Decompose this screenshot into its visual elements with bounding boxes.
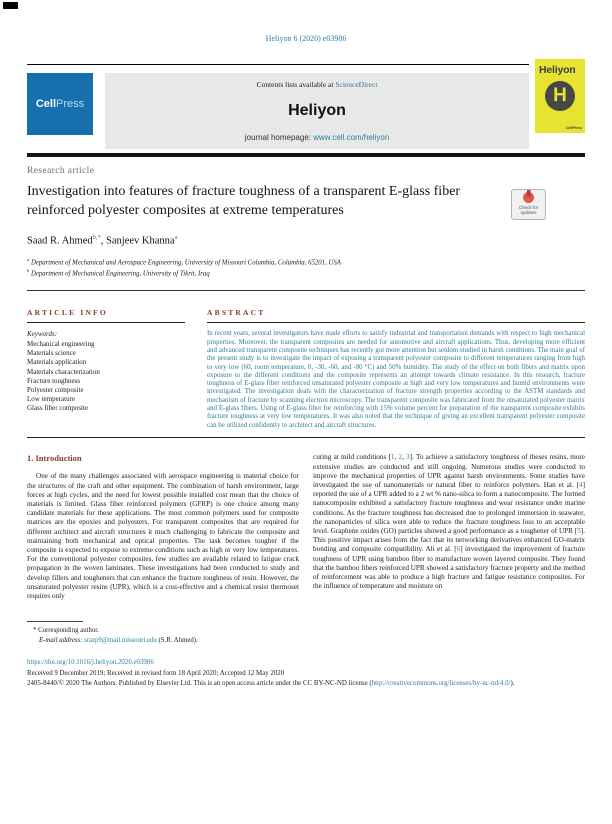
heliyon-logo[interactable] — [535, 59, 585, 133]
article-info-rule — [27, 322, 185, 324]
introduction-heading: 1. Introduction — [27, 453, 82, 464]
footnote-text — [27, 626, 299, 645]
journal-reference: Heliyon 6 (2020) e03986 — [265, 34, 347, 43]
author-1-sup[interactable]: b,* — [92, 233, 101, 241]
banner-main — [27, 64, 529, 149]
keyword: Materials science — [27, 349, 76, 358]
abstract-rule — [207, 322, 585, 324]
banner-divider — [27, 153, 585, 157]
abstract-text: In recent years, several investigators have made efforts to satisfy industrial and transportation demands with respect to high mechanical properties. Moreover, the transparent composites are needed for automotive and aircraft applications. Thus, developing more efficient and advanced transparent composite techniques has recently got more attention but seldom studied in harsh conditions. The main goal of the present study is to investigate the impact of exposing a transparent polyester composite to different temperatures ranging from high to very low (60, room temperature, 0, -30, -60, and -80 °C) and 50% humidity. The study of the effect on both fibers and matrix upon exposure to the different conditions and the composite represents an attempt towards climate resistance. In this research, fracture toughness of E-glass fiber reinforced unsaturated polyester composite at high and very low temperatures and humid environments were investigated. The investigation deals with the characterization of fracture strength properties according to the ASTM standards and mechanism of fracture by scanning electron microscopy. The transparent composite was fabricated from the unsaturated polyester matrix and E-glass fibers. Using of E-glass fiber for reinforcing with 15% volume percent for preparation of the transparent composite exhibits fracture toughness at very low temperatures. It was also noted that the technique of giving an excellent transparent polyester composite can be utilized confidently to architect and aircraft structures. — [207, 330, 585, 429]
author-2-sup[interactable]: a — [174, 233, 178, 241]
keyword: Materials characterization — [27, 367, 100, 376]
citation-link[interactable]: 6 — [456, 545, 461, 554]
heliyon-h-icon — [545, 81, 575, 111]
cellpress-logo-cell: Cell — [35, 98, 57, 110]
heliyon-logo-publisher: CellPress — [566, 126, 582, 130]
article-info-heading: ARTICLE INFO — [27, 307, 108, 317]
license-line — [27, 679, 585, 689]
email-suffix: (S.R. Ahmed). — [156, 636, 198, 644]
article-type-label: Research article — [27, 166, 95, 176]
citation-link[interactable]: 5 — [577, 527, 581, 536]
citation-link[interactable]: 3 — [406, 453, 410, 462]
heliyon-h-letter: H — [553, 85, 567, 106]
sciencedirect-link[interactable]: ScienceDirect — [335, 80, 378, 89]
keyword: Fracture toughness — [27, 376, 81, 385]
doi-link[interactable]: https://doi.org/10.1016/j.heliyon.2020.e03986 — [27, 659, 154, 667]
cellpress-logo-press: Press — [56, 98, 85, 110]
email-line — [27, 636, 299, 646]
citation-link[interactable]: 4 — [579, 480, 583, 489]
intro-paragraph-right: curing at mild conditions [1, 2, 3]. To achieve a satisfactory toughness of theses resins, more extensive studies are conducted and still ongoing. Numerous studies were conducted to improve the mechanical properties of UPR against harsh environments. Some studies have investigated the use of nanomaterials or natural fiber to reinforce polymers. Han et al. [4] reported the use of a UPR added to a 2 wt % nano-silica to form a nanocomposite. The formed nanocomposite exhibited a satisfactory fracture toughness and wear resistance under marine conditions. As the fracture toughness has decreased due to prolonged immersion in seawater, the nanoparticles of silica were able to reduce the fracture toughness loss to an acceptable level. Graphene oxides (GO) particles showed a good performance as a toughener of UPR [5]. This positive impact arises from the fact that its networking derivatives enhanced GO-matrix bonding and composite compatibility. Ali et al. [6] investigated the improvement of fracture toughness of UPR using bamboo fiber to manufacture woven layered composite. They found that the bamboo fibers reinforced UPR showed a satisfactory fracture property and the method of reinforcement was able to produce a high fracture and fatigue resistance composites. For the influence of temperature and moisture on — [313, 453, 586, 591]
received-dates: Received 9 December 2019; Received in revised form 18 April 2020; Accepted 12 May 2020 — [27, 669, 285, 677]
intro-left-column — [27, 453, 299, 645]
affiliations — [27, 257, 585, 280]
abstract-column — [207, 308, 585, 430]
keyword: Mechanical engineering — [27, 339, 95, 348]
journal-banner — [27, 64, 585, 149]
check-for-updates-badge[interactable] — [511, 189, 546, 220]
homepage-link[interactable]: www.cell.com/heliyon — [313, 133, 390, 142]
heliyon-logo-name: Heliyon — [539, 64, 576, 76]
keywords-label: Keywords: — [27, 330, 58, 339]
affiliation-b-sup: b — [27, 268, 30, 274]
author-2: Sanjeev Khanna — [106, 235, 175, 246]
contents-prefix: Contents lists available at — [256, 80, 336, 89]
affiliation-b-text: Department of Mechanical Engineering, University of Tikrit, Iraq — [29, 270, 210, 278]
keyword: Materials application — [27, 358, 87, 367]
journal-title: Heliyon — [288, 102, 346, 119]
license-prefix: 2405-8440/© 2020 The Authors. Published by Elsevier Ltd. This is an open access article under the CC BY-NC-ND license ( — [27, 680, 372, 688]
contents-line — [105, 80, 529, 89]
license-suffix: ). — [510, 680, 515, 688]
abstract-bottom-divider — [27, 437, 585, 439]
article-title: Investigation into features of fracture toughness of a transparent E-glass fiber reinforced polyester composites at extreme temperatures — [27, 184, 461, 218]
banner-center — [105, 73, 529, 149]
homepage-line — [105, 133, 529, 142]
intro-right-column — [313, 453, 585, 645]
check-updates-label: Check for updates — [518, 205, 539, 216]
author-line — [27, 234, 585, 247]
title-row — [27, 183, 585, 221]
keyword: Glass fiber composite — [27, 404, 89, 413]
email-label: E-mail address: — [39, 636, 85, 644]
scan-artifact — [3, 2, 18, 9]
introduction-section — [27, 453, 585, 645]
page-footer — [27, 658, 585, 689]
homepage-prefix: journal homepage: — [244, 133, 314, 142]
affiliation-a-sup: a — [27, 257, 30, 262]
footnote-block — [27, 621, 299, 645]
license-link[interactable]: http://creativecommons.org/licenses/by-nc-nd/4.0/ — [371, 680, 511, 688]
author-separator: , — [100, 235, 106, 246]
keyword: Low temperature — [27, 395, 76, 404]
footnote-divider — [27, 621, 83, 622]
keyword: Polyester composite — [27, 386, 84, 395]
citation-link[interactable]: 2 — [398, 453, 403, 462]
crossmark-icon — [523, 192, 534, 203]
affiliation-a-text: Department of Mechanical and Aerospace Engineering, University of Missouri Columbia, Columbia, 65201, USA — [29, 259, 341, 267]
cellpress-logo[interactable] — [27, 73, 93, 135]
corresponding-author-note: * Corresponding author. — [33, 627, 99, 635]
email-link[interactable]: srazp9@mail.missouri.edu — [84, 636, 157, 644]
intro-paragraph-left: One of the many challenges associated with aerospace engineering is material choice for the structures of the craft and other equipment. The combination of harsh environment, large forces at high cycles, and the need for lowest possible installed cost mean that the choice of materials is limited. Glass fiber reinforced polymers (GFRP) is one choice among many candidate materials for these applications. The most common polymers used for composite matrices are the epoxies and polyesters. For transparent composites that are required for different architect and aircraft structures it much challenging to fabricate the composite and maintaining both mechanical and optical properties. The task becomes tougher if the composite is expected to expose to extreme conditions such as high or very low temperatures. For the conventional polyester composites, few studies are available related to fatigue crack propagation in the woven laminates. These investigations had been conducted to study and develop fillers and tougheners that can enhance the fracture toughness of resin. However, the unsaturated polyester resins (UPR), which is a cost-effective and a chemical resist thermoset requires only — [27, 472, 299, 601]
author-1: Saad R. Ahmed — [27, 235, 93, 246]
article-info-column — [27, 308, 185, 430]
abstract-heading: ABSTRACT — [207, 307, 266, 317]
affiliation-b — [27, 268, 585, 279]
affiliation-a — [27, 257, 585, 268]
info-abstract-section — [27, 291, 585, 430]
citation-link[interactable]: 1 — [390, 453, 395, 462]
